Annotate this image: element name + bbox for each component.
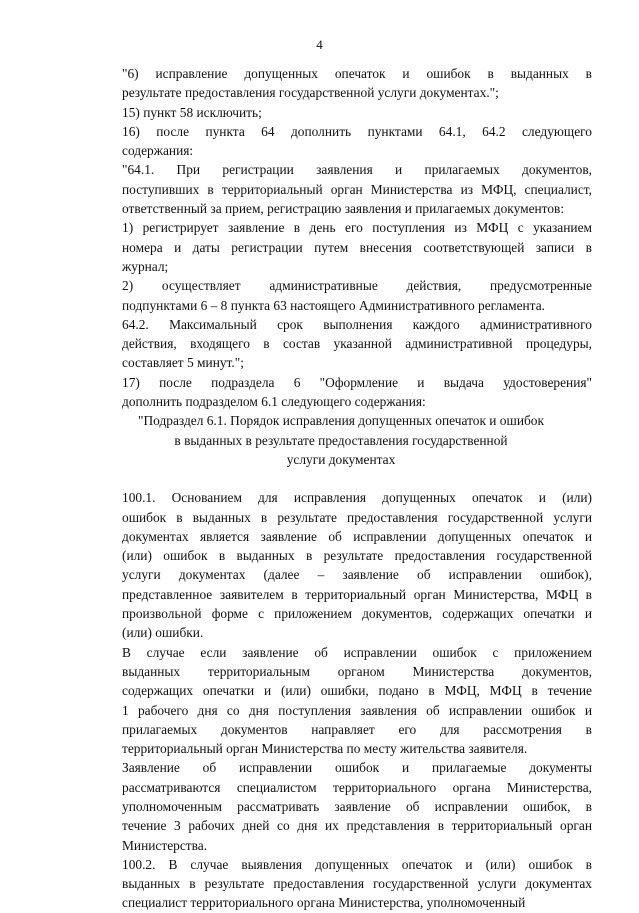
text-line: представленное заявителем в территориальный орган Министерства, МФЦ в <box>122 586 592 602</box>
text-line: 1 рабочего дня со дня поступления заявления об исправлении ошибок и <box>122 702 592 718</box>
paragraph <box>90 488 592 642</box>
text-line: Заявление об исправлении ошибок и прилагаемые документы <box>122 760 592 776</box>
paragraph <box>90 103 592 122</box>
text-line: 2) осуществляет административные действия, предусмотренные <box>122 278 592 294</box>
text-line: (или) ошибки. <box>122 625 204 641</box>
paragraph <box>90 64 592 103</box>
text-line: "6) исправление допущенных опечаток и ошибок в выданных в <box>122 66 592 81</box>
heading-line: "Подраздел 6.1. Порядок исправления допущенных опечаток и ошибок <box>138 413 544 429</box>
text-line: 17) после подраздела 6 "Оформление и выдача удостоверения" <box>122 374 592 390</box>
text-line: журнал; <box>122 258 169 274</box>
text-line: поступивших в территориальный орган Министерства из МФЦ, специалист, <box>122 181 592 197</box>
text-line: услуги документах (далее – заявление об исправлении ошибок), <box>122 567 592 583</box>
text-line: прилагаемых документов направляет его для рассмотрения в <box>122 721 592 737</box>
text-line: содержащих опечатки и (или) ошибки, подано в МФЦ, МФЦ в течение <box>122 683 592 699</box>
paragraph <box>90 758 592 854</box>
text-line: 15) пункт 58 исключить; <box>122 104 262 120</box>
page-number: 4 <box>316 37 323 52</box>
heading-line: в выданных в результате предоставления государственной <box>174 432 508 448</box>
text-line: выданных в результате предоставления государственной услуги документах <box>122 876 592 892</box>
text-line: территориальный орган Министерства по месту жительства заявителя. <box>122 741 528 757</box>
text-line: произвольной форме с приложением документов, содержащих опечатки и <box>122 606 592 622</box>
paragraph <box>90 276 592 315</box>
paragraph <box>90 160 592 218</box>
amendments-section <box>90 64 592 411</box>
text-line: (или) ошибок в выданных в результате предоставления государственной <box>122 548 592 564</box>
text-line: течение 3 рабочих дней со дня их представления в территориальный орган <box>122 818 592 834</box>
text-line: 1) регистрирует заявление в день его поступления из МФЦ с указанием <box>122 220 592 236</box>
text-line: рассматриваются специалистом территориального органа Министерства, <box>122 779 592 795</box>
text-line: В случае если заявление об исправлении ошибок с приложением <box>122 644 592 660</box>
text-line: 16) после пункта 64 дополнить пунктами 64.1, 64.2 следующего <box>122 123 592 139</box>
text-line: 100.1. Основанием для исправления допущенных опечаток и (или) <box>122 490 592 506</box>
text-line: подпунктами 6 – 8 пункта 63 настоящего Административного регламента. <box>122 297 545 313</box>
text-line: дополнить подразделом 6.1 следующего содержания: <box>122 394 426 410</box>
text-line: содержания: <box>122 143 194 159</box>
text-line: составляет 5 минут."; <box>122 355 244 371</box>
text-line: документах является заявление об исправлении допущенных опечаток и <box>122 528 592 544</box>
subsection-heading <box>90 411 592 469</box>
text-line: 100.2. В случае выявления допущенных опечаток и (или) ошибок в <box>122 856 592 872</box>
paragraph <box>90 643 592 759</box>
paragraph <box>90 122 592 161</box>
heading-line: услуги документах <box>286 451 396 467</box>
document-body <box>90 64 592 913</box>
text-line: результате предоставления государственной услуги документах."; <box>122 85 499 101</box>
paragraph <box>90 218 592 276</box>
paragraph <box>90 373 592 412</box>
text-line: ошибок в выданных в результате предоставления государственной услуги <box>122 509 592 525</box>
text-line: уполномоченным рассматривать заявление об исправлении ошибок, в <box>122 798 592 814</box>
text-line: выданных территориальным органом Министерства документов, <box>122 663 592 679</box>
paragraph <box>90 315 592 373</box>
text-line: ответственный за прием, регистрацию заявления и прилагаемых документов: <box>122 201 565 217</box>
text-line: номера и даты регистрации путем внесения соответствующей записи в <box>122 239 592 255</box>
text-line: Министерства. <box>122 837 208 853</box>
subsection-body <box>90 488 592 913</box>
text-line: специалист территориального органа Министерства, уполномоченный <box>122 895 526 911</box>
text-line: 64.2. Максимальный срок выполнения каждого административного <box>122 316 592 332</box>
text-line: действия, входящего в состав указанной административной процедуры, <box>122 336 592 352</box>
paragraph <box>90 855 592 913</box>
spacer <box>90 469 592 488</box>
text-line: "64.1. При регистрации заявления и прилагаемых документов, <box>122 162 592 178</box>
